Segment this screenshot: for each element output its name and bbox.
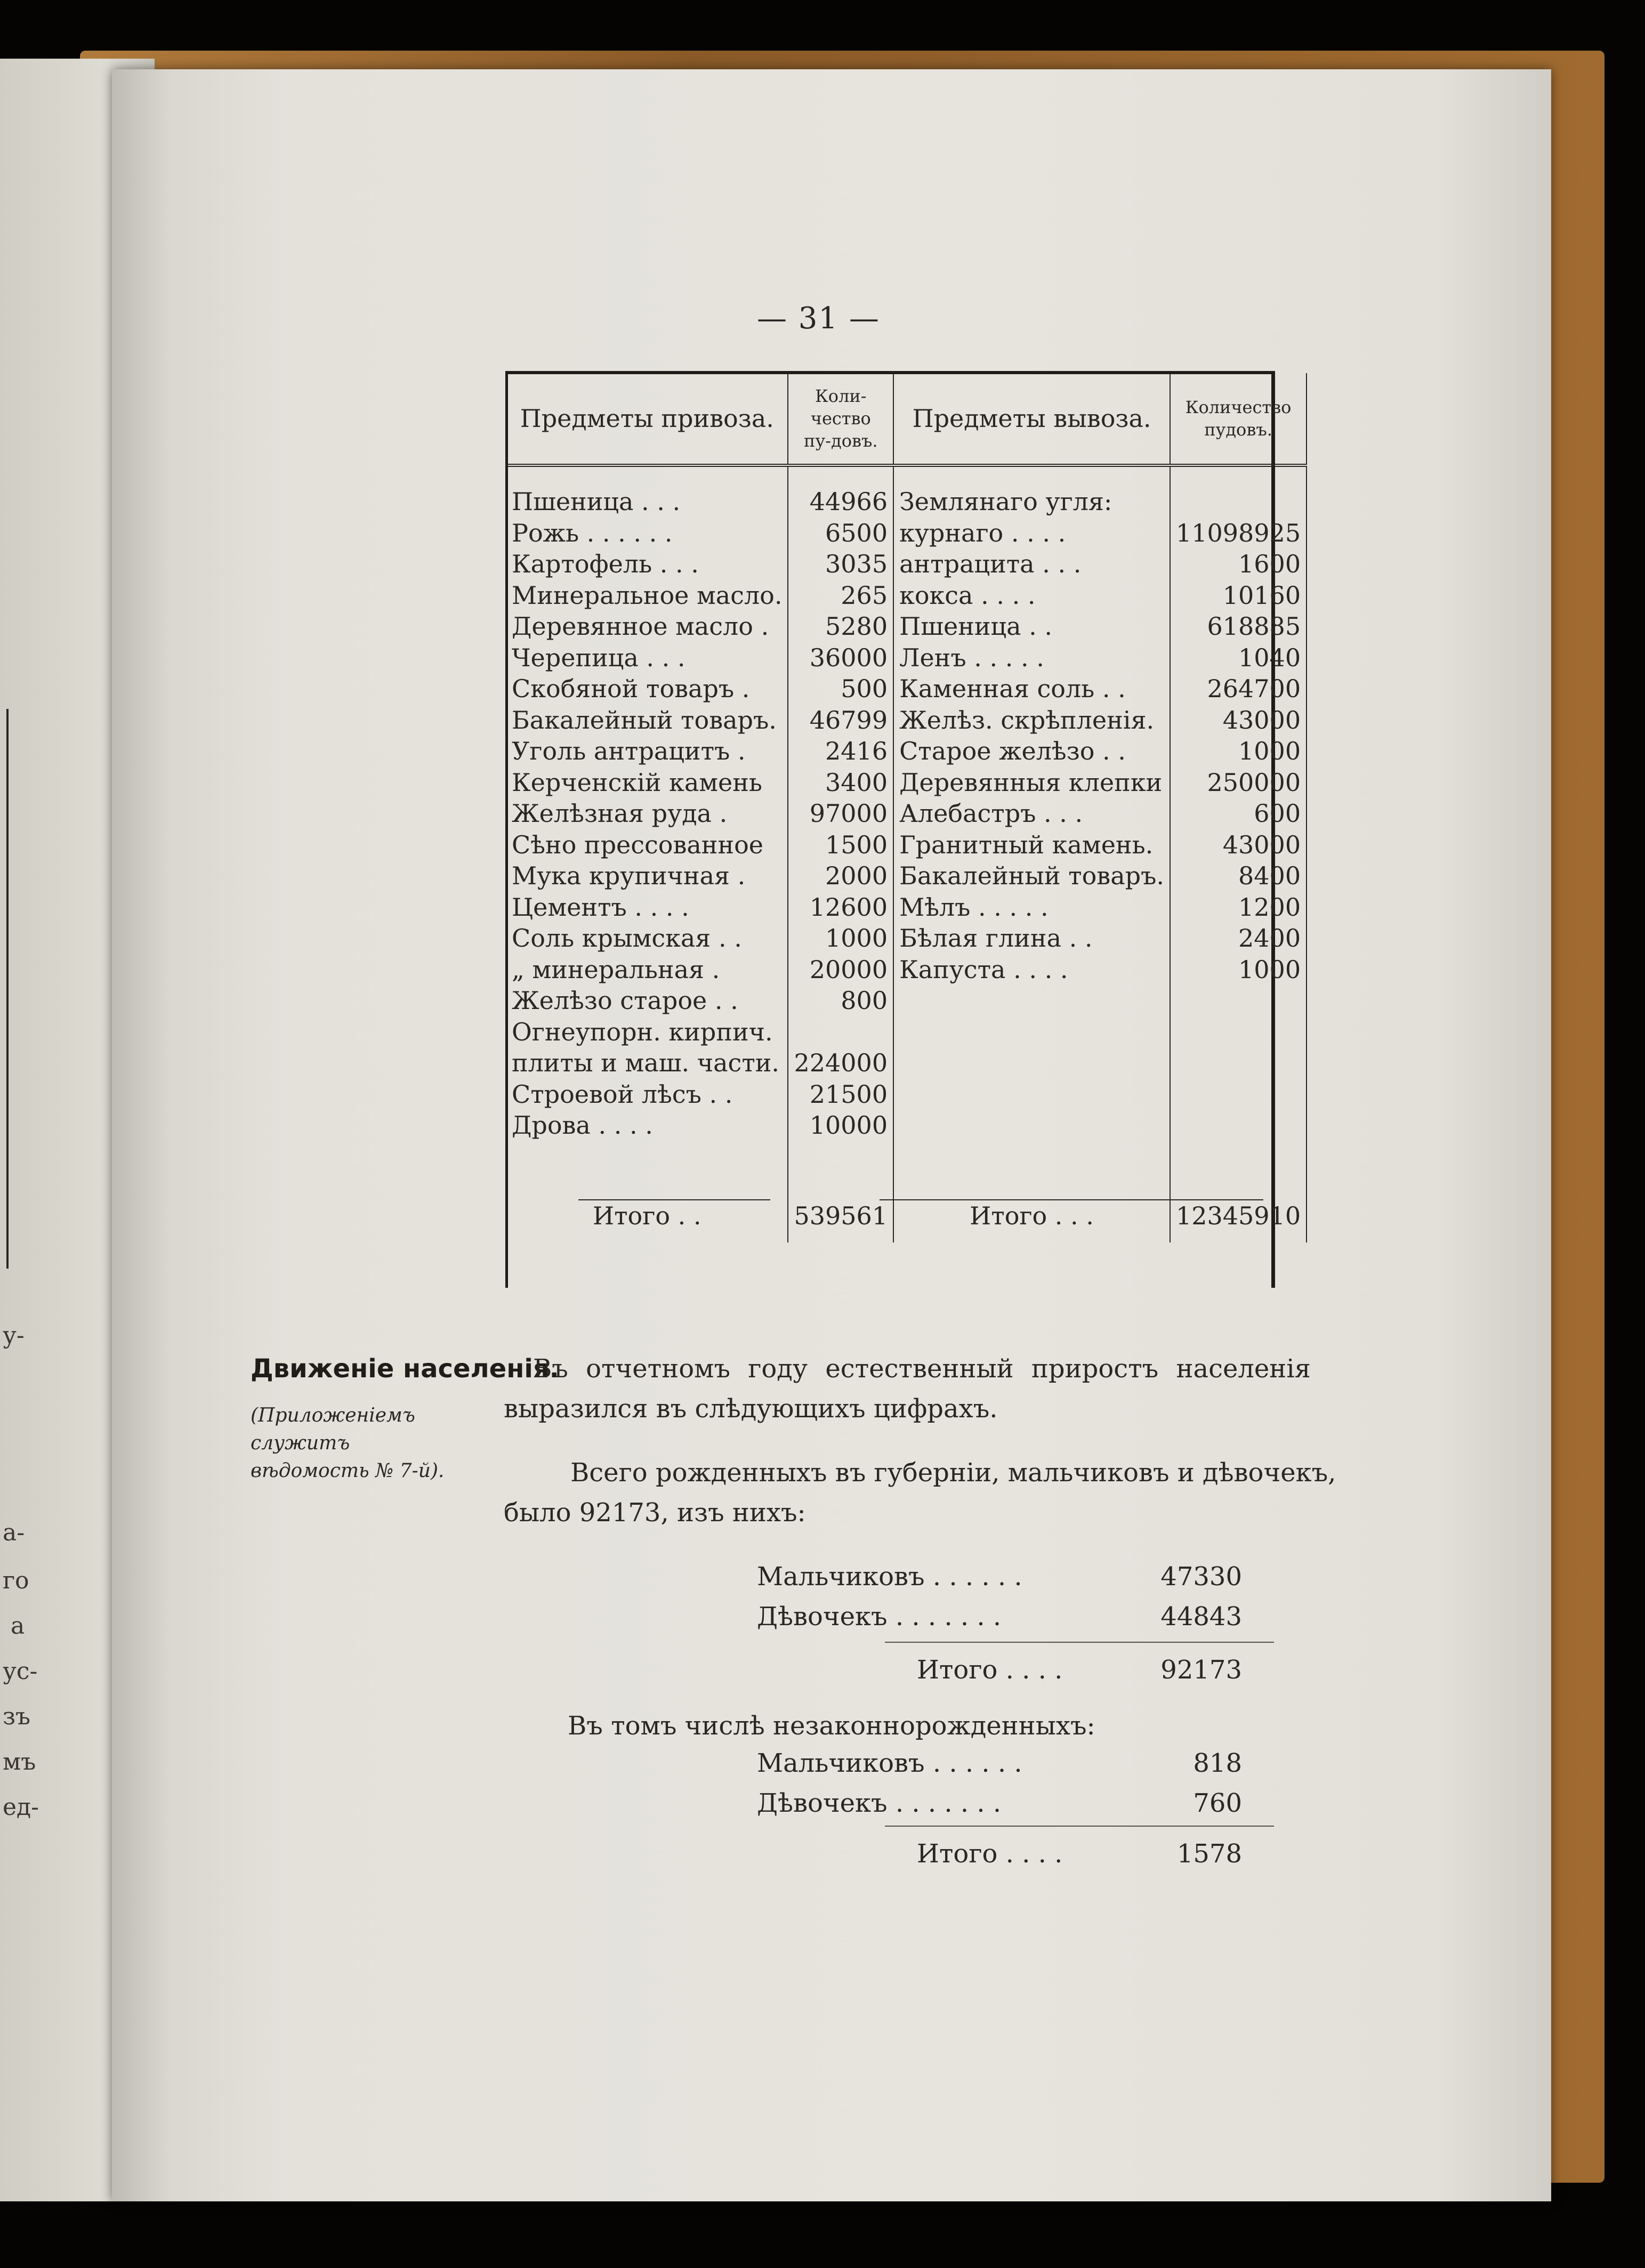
export-qty-cell bbox=[1170, 1079, 1307, 1110]
export-item-cell: кокса . . . . bbox=[893, 580, 1170, 611]
export-item-cell: Мѣлъ . . . . . bbox=[893, 892, 1170, 923]
export-qty-cell: 1000 bbox=[1170, 954, 1307, 986]
girls-label: Дѣвочекъ . . . . . . . bbox=[757, 1602, 1002, 1632]
import-qty-cell: 1500 bbox=[788, 829, 893, 861]
import-item-cell: плиты и маш. части. bbox=[506, 1047, 788, 1079]
spacer-cell bbox=[893, 465, 1170, 486]
import-qty-cell: 10000 bbox=[788, 1110, 893, 1141]
boys-label: Мальчиковъ . . . . . . bbox=[757, 1562, 1022, 1592]
side-note-line: вѣдомость № 7-й). bbox=[251, 1460, 445, 1482]
export-qty-cell: 8400 bbox=[1170, 860, 1307, 892]
section-heading: Движеніе населенія. bbox=[251, 1354, 559, 1384]
import-qty-cell: 265 bbox=[788, 580, 893, 611]
import-item-cell: Желѣзо старое . . bbox=[506, 985, 788, 1016]
export-item-cell: Старое желѣзо . . bbox=[893, 736, 1170, 767]
export-item-cell: Гранитный камень. bbox=[893, 829, 1170, 861]
table-row bbox=[506, 923, 1307, 954]
side-note-line: (Приложеніемъ служитъ bbox=[251, 1405, 415, 1454]
spacer-cell bbox=[788, 465, 893, 486]
import-item-cell: Минеральное масло. bbox=[506, 580, 788, 611]
export-qty-cell: 11098925 bbox=[1170, 518, 1307, 549]
spacer-cell bbox=[1170, 1141, 1307, 1189]
export-qty-cell bbox=[1170, 486, 1307, 518]
import-item-cell: Уголь антрацитъ . bbox=[506, 736, 788, 767]
import-total-value: 539561 bbox=[788, 1189, 893, 1242]
left-page-rule bbox=[6, 709, 9, 1269]
table-row bbox=[506, 673, 1307, 705]
births-total-label: Итого . . . . bbox=[917, 1655, 1063, 1685]
paragraph-line: Всего рожденныхъ въ губерніи, мальчиковъ и дѣвочекъ, bbox=[570, 1458, 1336, 1488]
illegit-total-value: 1578 bbox=[1176, 1839, 1242, 1869]
table-total-row bbox=[506, 1189, 1307, 1242]
left-page-fragment: мъ bbox=[3, 1748, 36, 1775]
left-page-fragment: у- bbox=[3, 1322, 25, 1349]
left-page-fragment: ус- bbox=[3, 1658, 38, 1685]
import-item-cell: Рожь . . . . . . bbox=[506, 518, 788, 549]
table-row bbox=[506, 580, 1307, 611]
births-total-value: 92173 bbox=[1160, 1655, 1242, 1685]
table-row bbox=[506, 548, 1307, 580]
import-qty-cell: 3035 bbox=[788, 548, 893, 580]
import-item-cell: Керченскій камень bbox=[506, 767, 788, 798]
import-item-cell: Желѣзная руда . bbox=[506, 798, 788, 829]
left-page-fragment: зъ bbox=[3, 1703, 30, 1730]
export-qty-cell: 1600 bbox=[1170, 548, 1307, 580]
import-qty-cell: 500 bbox=[788, 673, 893, 705]
import-qty-cell: 97000 bbox=[788, 798, 893, 829]
table-row bbox=[506, 642, 1307, 674]
illegit-boys-value: 818 bbox=[1193, 1748, 1242, 1778]
table-row bbox=[506, 1016, 1307, 1048]
left-page-fragment: ед- bbox=[3, 1794, 39, 1821]
table-row bbox=[506, 736, 1307, 767]
import-qty-cell: 2000 bbox=[788, 860, 893, 892]
girls-value: 44843 bbox=[1160, 1602, 1242, 1632]
import-qty-cell: 3400 bbox=[788, 767, 893, 798]
export-item-cell: Желѣз. скрѣпленія. bbox=[893, 705, 1170, 736]
export-item-cell: Землянаго угля: bbox=[893, 486, 1170, 518]
import-item-cell: Черепица . . . bbox=[506, 642, 788, 674]
export-qty-cell bbox=[1170, 985, 1307, 1016]
table-row bbox=[506, 518, 1307, 549]
side-note bbox=[251, 1402, 506, 1485]
illegit-girls-value: 760 bbox=[1193, 1788, 1242, 1818]
export-qty-cell bbox=[1170, 1016, 1307, 1048]
table-row bbox=[506, 985, 1307, 1016]
export-qty-cell: 2400 bbox=[1170, 923, 1307, 954]
export-item-cell bbox=[893, 1110, 1170, 1141]
import-item-cell: Соль крымская . . bbox=[506, 923, 788, 954]
import-qty-cell: 44966 bbox=[788, 486, 893, 518]
export-item-cell bbox=[893, 985, 1170, 1016]
import-item-cell: Скобяной товаръ . bbox=[506, 673, 788, 705]
paragraph-line: Въ отчетномъ году естественный приростъ населенія bbox=[533, 1354, 1311, 1384]
export-qty-cell: 600 bbox=[1170, 798, 1307, 829]
header-export-items: Предметы вывоза. bbox=[893, 373, 1170, 465]
export-item-cell: курнаго . . . . bbox=[893, 518, 1170, 549]
import-qty-cell: 224000 bbox=[788, 1047, 893, 1079]
import-qty-cell: 12600 bbox=[788, 892, 893, 923]
spacer-cell bbox=[1170, 465, 1307, 486]
export-item-cell: Пшеница . . bbox=[893, 611, 1170, 642]
export-qty-cell: 618885 bbox=[1170, 611, 1307, 642]
export-qty-cell bbox=[1170, 1110, 1307, 1141]
export-qty-cell: 43000 bbox=[1170, 829, 1307, 861]
header-import-items: Предметы привоза. bbox=[506, 373, 788, 465]
import-qty-cell: 2416 bbox=[788, 736, 893, 767]
table-spacer-row bbox=[506, 1141, 1307, 1189]
export-item-cell bbox=[893, 1016, 1170, 1048]
export-item-cell: Бѣлая глина . . bbox=[893, 923, 1170, 954]
illegit-girls-label: Дѣвочекъ . . . . . . . bbox=[757, 1788, 1002, 1818]
left-page-fragment: а bbox=[11, 1612, 25, 1640]
import-qty-cell: 800 bbox=[788, 985, 893, 1016]
export-qty-cell: 10160 bbox=[1170, 580, 1307, 611]
export-sum-rule bbox=[880, 1199, 1263, 1200]
import-qty-cell bbox=[788, 1016, 893, 1048]
births-sum-rule bbox=[885, 1642, 1274, 1643]
table-row bbox=[506, 860, 1307, 892]
export-total-label: Итого . . . bbox=[893, 1189, 1170, 1242]
paragraph-line: было 92173, изъ нихъ: bbox=[504, 1498, 806, 1528]
trade-table bbox=[506, 373, 1307, 1242]
export-qty-cell: 264700 bbox=[1170, 673, 1307, 705]
boys-value: 47330 bbox=[1160, 1562, 1242, 1592]
spacer-cell bbox=[506, 465, 788, 486]
import-item-cell: Деревянное масло . bbox=[506, 611, 788, 642]
import-item-cell: Цементъ . . . . bbox=[506, 892, 788, 923]
paragraph-line: выразился въ слѣдующихъ цифрахъ. bbox=[504, 1394, 998, 1424]
export-item-cell: Бакалейный товаръ. bbox=[893, 860, 1170, 892]
header-export-qty: Количество пудовъ. bbox=[1170, 373, 1307, 465]
table-row bbox=[506, 798, 1307, 829]
import-qty-cell: 5280 bbox=[788, 611, 893, 642]
export-item-cell: Капуста . . . . bbox=[893, 954, 1170, 986]
export-item-cell: антрацита . . . bbox=[893, 548, 1170, 580]
export-item-cell: Алебастръ . . . bbox=[893, 798, 1170, 829]
import-item-cell: Мука крупичная . bbox=[506, 860, 788, 892]
export-total-value: 12345910 bbox=[1170, 1189, 1307, 1242]
table-row bbox=[506, 1110, 1307, 1141]
table-row bbox=[506, 892, 1307, 923]
table-header-row bbox=[506, 373, 1307, 465]
left-page-fragment: а- bbox=[3, 1519, 25, 1546]
export-item-cell: Деревянныя клепки bbox=[893, 767, 1170, 798]
illegit-intro: Въ томъ числѣ незаконнорожденныхъ: bbox=[568, 1711, 1095, 1741]
spacer-cell bbox=[788, 1141, 893, 1189]
header-import-qty: Коли-чество пу-довъ. bbox=[788, 373, 893, 465]
table-row bbox=[506, 705, 1307, 736]
export-qty-cell: 1040 bbox=[1170, 642, 1307, 674]
export-qty-cell: 1000 bbox=[1170, 736, 1307, 767]
import-item-cell: Строевой лѣсъ . . bbox=[506, 1079, 788, 1110]
table-spacer-row bbox=[506, 465, 1307, 486]
table-row bbox=[506, 1047, 1307, 1079]
export-item-cell bbox=[893, 1079, 1170, 1110]
import-item-cell: Пшеница . . . bbox=[506, 486, 788, 518]
illegit-sum-rule bbox=[885, 1826, 1274, 1827]
export-qty-cell: 250000 bbox=[1170, 767, 1307, 798]
import-item-cell: Дрова . . . . bbox=[506, 1110, 788, 1141]
export-qty-cell: 1200 bbox=[1170, 892, 1307, 923]
spacer-cell bbox=[506, 1141, 788, 1189]
illegit-total-label: Итого . . . . bbox=[917, 1839, 1063, 1869]
export-item-cell bbox=[893, 1047, 1170, 1079]
table-row bbox=[506, 954, 1307, 986]
export-qty-cell bbox=[1170, 1047, 1307, 1079]
table-row bbox=[506, 767, 1307, 798]
import-item-cell: „ минеральная . bbox=[506, 954, 788, 986]
import-qty-cell: 21500 bbox=[788, 1079, 893, 1110]
spacer-cell bbox=[893, 1141, 1170, 1189]
export-qty-cell: 43000 bbox=[1170, 705, 1307, 736]
import-sum-rule bbox=[578, 1199, 770, 1200]
import-total-label: Итого . . bbox=[506, 1189, 788, 1242]
import-item-cell: Бакалейный товаръ. bbox=[506, 705, 788, 736]
illegit-boys-label: Мальчиковъ . . . . . . bbox=[757, 1748, 1022, 1778]
table-row bbox=[506, 1079, 1307, 1110]
import-qty-cell: 20000 bbox=[788, 954, 893, 986]
table-row bbox=[506, 611, 1307, 642]
import-qty-cell: 36000 bbox=[788, 642, 893, 674]
page-number: — 31 — bbox=[757, 301, 880, 336]
export-item-cell: Каменная соль . . bbox=[893, 673, 1170, 705]
import-qty-cell: 6500 bbox=[788, 518, 893, 549]
import-item-cell: Огнеупорн. кирпич. bbox=[506, 1016, 788, 1048]
import-qty-cell: 46799 bbox=[788, 705, 893, 736]
table-row bbox=[506, 486, 1307, 518]
export-item-cell: Ленъ . . . . . bbox=[893, 642, 1170, 674]
import-item-cell: Картофель . . . bbox=[506, 548, 788, 580]
import-item-cell: Сѣно прессованное bbox=[506, 829, 788, 861]
table-row bbox=[506, 829, 1307, 861]
import-qty-cell: 1000 bbox=[788, 923, 893, 954]
left-page-fragment: го bbox=[3, 1567, 29, 1594]
